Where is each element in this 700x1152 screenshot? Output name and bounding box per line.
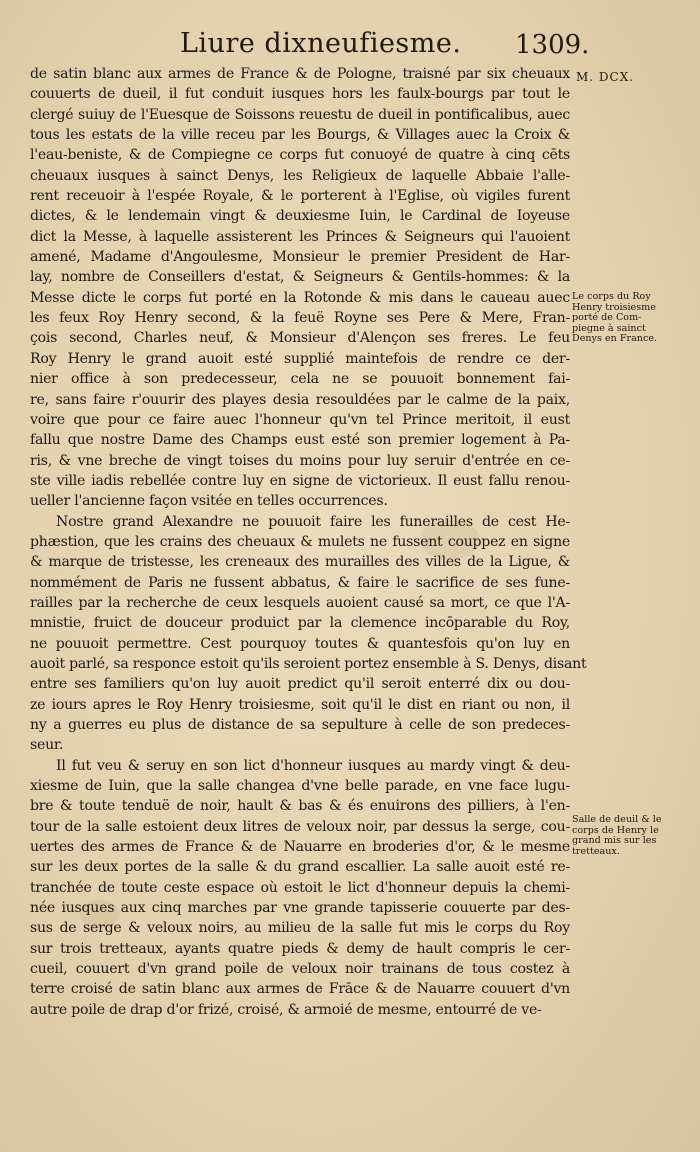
text-line: Roy Henry le grand auoit esté supplié maintefois de rendre ce der- — [30, 350, 570, 367]
text-line: fallu que nostre Dame des Champs eust esté son premier logement à Pa- — [30, 432, 570, 449]
text-line: voire que pour ce faire auec l'honneur qu'vn tel Prince meritoit, il eust — [30, 411, 570, 428]
text-line: Nostre grand Alexandre ne pouuoit faire les funerailles de cest He- — [56, 513, 570, 530]
text-line: çois second, Charles neuf, & Monsieur d'Alençon ses freres. Le feu — [30, 330, 570, 347]
body-text — [30, 64, 587, 1020]
text-line: entre ses familiers qu'on luy auoit predict qu'il seroit enterré dix ou dou- — [30, 676, 570, 693]
text-line: l'eau-beniste, & de Compiegne ce corps fut conuoyé de quatre à cinq cēts — [30, 147, 570, 164]
text-line: uertes des armes de France & de Nauarre en broderies d'or, & le mesme — [30, 839, 570, 856]
text-line: nier office à son predecesseur, cela ne se pouuoit bonnement fai- — [30, 371, 570, 388]
text-line: née iusques aux cinq marches par vne grande tapisserie couuerte par des- — [30, 900, 570, 917]
text-line: les feux Roy Henry second, & la feuë Royne ses Pere & Mere, Fran- — [30, 310, 570, 327]
text-line: lay, nombre de Conseillers d'estat, & Seigneurs & Gentils-hommes: & la — [30, 269, 570, 286]
text-line: autre poile de drap d'or frizé, croisé, & armoié de mesme, entourré de ve- — [30, 1001, 542, 1018]
margin-note-line: corps de Henry le — [572, 824, 659, 836]
text-line: bre & toute tenduë de noir, hault & bas & és enuirons des pilliers, à l'en- — [30, 798, 570, 815]
text-line: de satin blanc aux armes de France & de Pologne, traisné par six cheuaux — [30, 66, 570, 82]
text-line: re, sans faire r'ouurir des playes desia resouldées par le calme de la paix, — [30, 391, 570, 408]
margin-note-line: Henry troisiesme — [572, 301, 656, 313]
text-line: xiesme de Iuin, que la salle changea d'vne belle parade, en vne face lugu- — [30, 778, 570, 795]
text-line: tous les estats de la ville receu par les Bourgs, & Villages auec la Croix & — [30, 127, 570, 144]
text-line: ze iours apres le Roy Henry troisiesme, soit qu'il le dist en riant ou non, il — [30, 696, 570, 713]
text-line: cheuaux iusques à sainct Denys, les Religieux de laquelle Abbaie l'alle- — [30, 167, 570, 184]
text-line: Messe dicte le corps fut porté en la Rotonde & mis dans le caueau auec — [30, 289, 570, 306]
text-line: sus de serge & veloux noirs, au milieu de la salle fut mis le corps du Roy — [30, 920, 570, 937]
text-line: Il fut veu & seruy en son lict d'honneur iusques au mardy vingt & deu- — [56, 757, 570, 774]
margin-note-corps-du-roy — [572, 292, 688, 345]
text-line: railles par la recherche de ceux lesquels auoient causé sa mort, ce que l'A- — [30, 594, 570, 611]
text-line: ste ville iadis rebellée contre luy en signe de victorieux. Il eust fallu renou- — [30, 472, 570, 489]
year-marginal: M. DCX. — [576, 70, 635, 84]
text-line: nommément de Paris ne fussent abbatus, & faire le sacrifice de ses fune- — [30, 574, 570, 591]
text-line: dict la Messe, à laquelle assisterent les Princes & Seigneurs qui l'auoient — [30, 228, 570, 245]
text-line: amené, Madame d'Angoulesme, Monsieur le premier President de Har- — [30, 249, 570, 266]
text-line: couuerts de dueil, il fut conduit iusques hors les faulx-bourgs par tout le — [30, 86, 570, 103]
text-line: cueil, couuert d'vn grand poile de veloux noir trainans de tous costez à — [30, 961, 570, 978]
page-number: 1309. — [515, 30, 590, 60]
margin-note-salle-de-deuil — [572, 815, 688, 857]
text-line: mnistie, fruict de douceur produict par la clemence incōparable du Roy, — [30, 615, 570, 632]
text-line: sur trois tretteaux, ayants quatre pieds & demy de hault compris le cer- — [30, 940, 570, 957]
text-line: tour de la salle estoient deux litres de veloux noir, par dessus la serge, cou- — [30, 818, 570, 835]
text-line: seur. — [30, 737, 64, 754]
running-title: Liure dixneufiesme. — [180, 28, 462, 59]
margin-note-line: grand mis sur les — [572, 835, 657, 847]
text-line: ne pouuoit permettre. Cest pourquoy toutes & quantesfois qu'on luy en — [30, 635, 570, 652]
margin-note-line: Salle de deuil & le — [572, 814, 662, 825]
margin-note-line: piegne à sainct — [572, 322, 646, 334]
text-line: sur les deux portes de la salle & du grand escallier. La salle auoit esté re- — [30, 859, 570, 876]
text-line: dictes, & le lendemain vingt & deuxiesme Iuin, le Cardinal de Ioyeuse — [30, 208, 570, 225]
text-line: ny a guerres eu plus de distance de sa sepulture à celle de son predeces- — [30, 717, 570, 733]
text-line: auoit parlé, sa responce estoit qu'ils seroient portez ensemble à S. Denys, disant — [30, 655, 587, 672]
text-line: phæstion, que les crains des cheuaux & mulets ne fussent couppez en signe — [30, 533, 570, 550]
text-line: terre croisé de satin blanc aux armes de Frāce & de Nauarre couuert d'vn — [30, 981, 570, 998]
text-line: rent receuoir à l'espée Royale, & le porterent à l'Eglise, où vigiles furent — [30, 188, 570, 205]
margin-note-line: Le corps du Roy — [572, 291, 651, 302]
text-line: ueller l'ancienne façon vsitée en telles occurrences. — [30, 493, 388, 510]
margin-note-line: Denys en France. — [572, 333, 658, 345]
text-line: ris, & vne breche de vingt toises du moins pour luy seruir d'entrée en ce- — [30, 452, 570, 469]
text-line: tranchée de toute ceste espace où estoit le lict d'honneur depuis la chemi- — [30, 879, 570, 896]
text-line: clergé suiuy de l'Euesque de Soissons reuestu de dueil in pontificalibus, auec — [30, 106, 570, 123]
text-line: & marque de tristesse, les creneaux des murailles des villes de la Ligue, & — [30, 554, 570, 571]
margin-note-line: porté de Com- — [572, 312, 642, 324]
margin-note-line: tretteaux. — [572, 845, 620, 857]
